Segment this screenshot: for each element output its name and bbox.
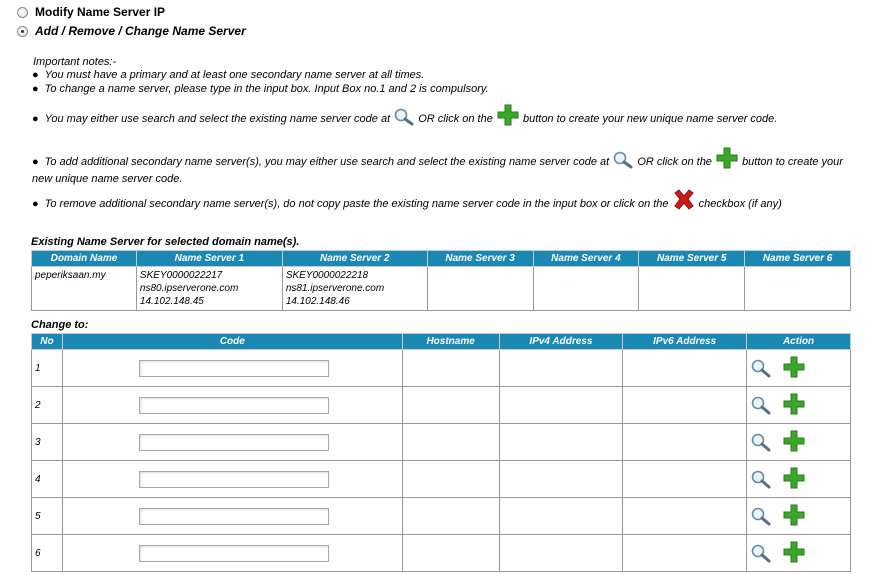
code-input[interactable] — [139, 360, 329, 377]
ns-hostname: ns81.ipserverone.com — [285, 283, 385, 294]
hostname-cell — [402, 387, 499, 424]
table-row — [32, 387, 851, 424]
table-header-row — [32, 334, 851, 350]
code-cell — [62, 350, 402, 387]
ipv6-cell — [623, 535, 747, 572]
code-input[interactable] — [139, 397, 329, 414]
search-icon[interactable] — [750, 395, 772, 418]
plus-icon[interactable] — [782, 504, 806, 529]
search-icon[interactable] — [750, 358, 772, 381]
code-input[interactable] — [139, 508, 329, 525]
ns-ip: 14.102.148.46 — [285, 296, 350, 307]
col-header: No — [32, 334, 63, 350]
ipv6-cell — [623, 387, 747, 424]
table-row — [32, 535, 851, 572]
note-text: button to create your new unique name server code. — [32, 156, 843, 185]
table-header-row — [32, 251, 851, 267]
ns4-cell — [533, 267, 639, 311]
action-cell — [747, 424, 851, 461]
hostname-cell — [402, 350, 499, 387]
ipv4-cell — [499, 498, 623, 535]
ns-code: SKEY0000022217 — [139, 270, 223, 281]
col-header: Action — [747, 334, 851, 350]
action-cell — [747, 535, 851, 572]
col-header: Code — [62, 334, 402, 350]
change-ns-table — [31, 333, 851, 572]
note-item: ● You may either use search and select the existing name server code at OR click on the button to create your new unique name server code. — [32, 104, 847, 130]
search-icon[interactable] — [750, 469, 772, 492]
ipv6-cell — [623, 461, 747, 498]
code-input[interactable] — [139, 545, 329, 562]
ipv4-cell — [499, 350, 623, 387]
col-header: Name Server 5 — [639, 251, 745, 267]
col-header: Name Server 2 — [282, 251, 427, 267]
table-row — [32, 424, 851, 461]
plus-icon[interactable] — [782, 393, 806, 418]
existing-ns-table — [31, 250, 851, 311]
modify-ip-label: Modify Name Server IP — [35, 5, 166, 19]
note-text: You must have a primary and at least one secondary name server at all times. — [44, 69, 425, 81]
col-header: IPv6 Address — [623, 334, 747, 350]
existing-title: Existing Name Server for selected domain name(s). — [31, 236, 300, 248]
ns2-cell — [282, 267, 427, 311]
col-header: Hostname — [402, 334, 499, 350]
note-text: To remove additional secondary name server(s), do not copy paste the existing name server code in the input box or click on the — [44, 198, 669, 210]
ns-code: SKEY0000022218 — [285, 270, 369, 281]
plus-icon[interactable] — [782, 467, 806, 492]
code-cell — [62, 535, 402, 572]
code-cell — [62, 461, 402, 498]
ns-ip: 14.102.148.45 — [139, 296, 204, 307]
ns-hostname: ns80.ipserverone.com — [139, 283, 239, 294]
search-icon[interactable] — [612, 151, 634, 173]
row-number: 2 — [32, 387, 63, 424]
action-cell — [747, 461, 851, 498]
ns1-cell — [136, 267, 282, 311]
action-cell — [747, 498, 851, 535]
code-input[interactable] — [139, 434, 329, 451]
note-text: checkbox (if any) — [698, 198, 782, 210]
col-header: Name Server 3 — [427, 251, 533, 267]
ns6-cell — [745, 267, 851, 311]
hostname-cell — [402, 424, 499, 461]
action-cell — [747, 387, 851, 424]
note-item: ● You must have a primary and at least one secondary name server at all times. — [32, 69, 425, 81]
note-text: You may either use search and select the existing name server code at — [44, 113, 391, 125]
ipv4-cell — [499, 424, 623, 461]
ipv6-cell — [623, 424, 747, 461]
search-icon[interactable] — [750, 506, 772, 529]
code-cell — [62, 387, 402, 424]
search-icon[interactable] — [750, 543, 772, 566]
modify-ip-radio[interactable] — [17, 7, 28, 18]
domain-cell: peperiksaan.my — [32, 267, 137, 311]
code-cell — [62, 424, 402, 461]
add-remove-radio[interactable] — [17, 26, 28, 37]
table-row — [32, 350, 851, 387]
remove-icon[interactable] — [672, 189, 696, 215]
change-title: Change to: — [31, 319, 89, 331]
col-header: Name Server 4 — [533, 251, 639, 267]
plus-icon[interactable] — [496, 104, 520, 130]
action-cell — [747, 350, 851, 387]
add-remove-label: Add / Remove / Change Name Server — [35, 24, 246, 38]
hostname-cell — [402, 535, 499, 572]
col-header: Domain Name — [32, 251, 137, 267]
table-row — [32, 498, 851, 535]
table-row — [32, 461, 851, 498]
note-text: button to create your new unique name server code. — [522, 113, 778, 125]
add-remove-option[interactable] — [17, 24, 246, 38]
ns5-cell — [639, 267, 745, 311]
hostname-cell — [402, 498, 499, 535]
plus-icon[interactable] — [782, 541, 806, 566]
row-number: 4 — [32, 461, 63, 498]
note-item: ● To change a name server, please type in the input box. Input Box no.1 and 2 is compulsory. — [32, 83, 489, 95]
ipv6-cell — [623, 350, 747, 387]
modify-ip-option[interactable] — [17, 5, 165, 19]
note-item: ● To add additional secondary name server(s), you may either use search and select the existing name server code at OR click on the button to create your new unique name server code. — [32, 147, 847, 186]
note-item: ● To remove additional secondary name server(s), do not copy paste the existing name server code in the input box or click on the checkbox (if any) — [32, 189, 847, 215]
row-number: 5 — [32, 498, 63, 535]
ipv6-cell — [623, 498, 747, 535]
plus-icon[interactable] — [715, 147, 739, 173]
ns3-cell — [427, 267, 533, 311]
ipv4-cell — [499, 535, 623, 572]
code-cell — [62, 498, 402, 535]
col-header: Name Server 6 — [745, 251, 851, 267]
row-number: 6 — [32, 535, 63, 572]
note-text: OR click on the — [418, 113, 493, 125]
col-header: Name Server 1 — [136, 251, 282, 267]
plus-icon[interactable] — [782, 356, 806, 381]
code-input[interactable] — [139, 471, 329, 488]
note-text: To add additional secondary name server(s), you may either use search and select the existing name server code at — [44, 156, 610, 168]
hostname-cell — [402, 461, 499, 498]
row-number: 3 — [32, 424, 63, 461]
row-number: 1 — [32, 350, 63, 387]
search-icon[interactable] — [393, 108, 415, 130]
ipv4-cell — [499, 387, 623, 424]
plus-icon[interactable] — [782, 430, 806, 455]
note-text: To change a name server, please type in the input box. Input Box no.1 and 2 is compulsory. — [44, 83, 489, 95]
table-row — [32, 267, 851, 311]
notes-heading: Important notes:- — [33, 56, 117, 68]
note-text: OR click on the — [637, 156, 712, 168]
col-header: IPv4 Address — [499, 334, 623, 350]
ipv4-cell — [499, 461, 623, 498]
search-icon[interactable] — [750, 432, 772, 455]
